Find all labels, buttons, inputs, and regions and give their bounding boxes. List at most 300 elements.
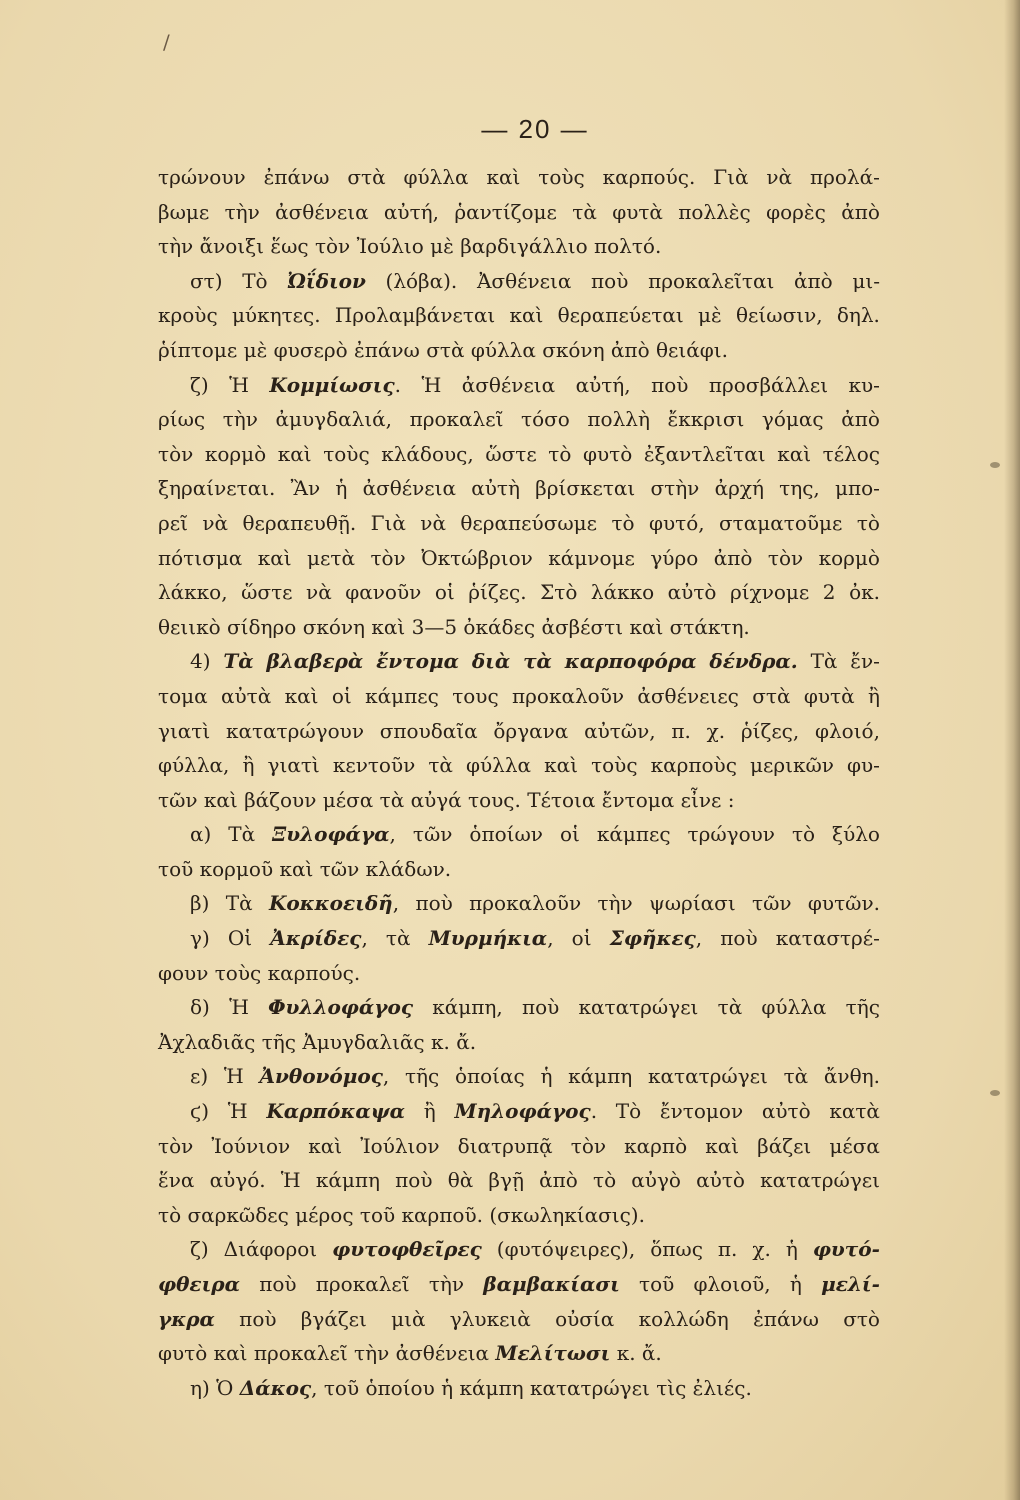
word: τοῦ xyxy=(359,1202,396,1227)
word: τὸν xyxy=(370,545,406,570)
word: οὐσία xyxy=(555,1306,615,1331)
word: φλοιό, xyxy=(814,718,880,743)
text-line xyxy=(158,714,880,749)
word: ἀπὸ xyxy=(841,407,880,432)
word: ἐπάνω xyxy=(263,165,330,189)
word: ῥίζες, xyxy=(740,718,800,743)
word: 4) xyxy=(190,649,211,674)
word: στ) xyxy=(190,268,223,293)
word: αὐτῶν, xyxy=(584,718,656,743)
word: στὰ xyxy=(752,683,791,708)
word: Ἂν xyxy=(290,476,321,501)
word: βαρδιγάλλιο xyxy=(460,234,588,259)
word: καρπούς. xyxy=(602,165,696,189)
word: γύρο xyxy=(650,545,699,570)
word: καρποῦ. xyxy=(401,1202,483,1227)
word: τὰ xyxy=(783,1064,809,1089)
word: λάκκο, xyxy=(158,580,228,605)
word: λάκκο xyxy=(590,580,655,605)
text-line xyxy=(158,1336,880,1371)
text-line xyxy=(158,1267,880,1302)
word: αὐτὸ xyxy=(667,580,717,605)
word: καὶ xyxy=(277,441,312,466)
word: κάμπη xyxy=(568,1064,633,1089)
word: ποὺ xyxy=(591,268,629,293)
word: προκαλεῖ xyxy=(315,1272,410,1296)
word: ὄργανα xyxy=(493,718,569,743)
word: ἀπὸ xyxy=(610,337,650,362)
word: Κοκκοειδῆ, xyxy=(268,891,400,916)
text-line xyxy=(158,679,880,714)
text-line xyxy=(158,1232,880,1267)
word: 2 xyxy=(822,580,836,605)
word: Φυλλοφάγος xyxy=(268,995,414,1020)
word: σκόνη xyxy=(302,614,366,639)
word: ὀκάδες xyxy=(463,614,536,639)
word: καὶ xyxy=(544,753,578,778)
word: Γιὰ xyxy=(713,165,749,189)
word: σίδηρο xyxy=(227,614,297,639)
word: ἄνοιξι xyxy=(199,234,264,259)
word: ζ) xyxy=(190,1237,209,1262)
text-line xyxy=(158,748,880,783)
margin-smudge xyxy=(990,1090,1000,1096)
word: Προλαμβάνεται xyxy=(334,303,496,328)
margin-smudge xyxy=(990,462,1000,468)
word: καὶ xyxy=(629,614,664,639)
word: τους xyxy=(452,683,499,708)
word: ἡ xyxy=(789,1272,802,1296)
word: ἀπὸ xyxy=(713,545,753,570)
word: οἱ xyxy=(571,926,592,951)
word: κατατρώγει xyxy=(648,1064,768,1089)
word: αὐγά xyxy=(410,787,462,812)
word: καὶ xyxy=(203,787,238,812)
word: Ἀμυγδαλιᾶς xyxy=(302,1029,425,1054)
word: προκαλεῖ xyxy=(409,407,504,432)
word: οἱ xyxy=(559,822,580,847)
text-line xyxy=(158,368,880,403)
word: ποὺ xyxy=(415,891,453,916)
word: θὰ xyxy=(447,1168,474,1193)
text-line xyxy=(158,1025,880,1060)
word: μιὰ xyxy=(391,1306,426,1331)
text-line xyxy=(158,1059,880,1094)
word: Τὰ xyxy=(810,649,838,674)
word: τὰ xyxy=(717,995,743,1020)
word: μύκητες. xyxy=(231,303,321,328)
word: ἀσθένεια xyxy=(362,476,457,501)
word: στὰ xyxy=(347,165,386,189)
word: ὁποίων xyxy=(469,822,543,847)
word: κορμὸ xyxy=(204,441,267,466)
word: τὴν xyxy=(222,407,258,432)
word: μέσα xyxy=(829,1133,880,1158)
word: σταματοῦμε xyxy=(719,510,843,535)
word: Τὰ xyxy=(225,891,253,916)
word: (σκωληκίασις). xyxy=(489,1202,645,1227)
word: γόμας xyxy=(761,407,824,432)
word: φυτὰ xyxy=(803,683,855,708)
word: τρώγουν xyxy=(687,822,775,847)
word: ποὺ xyxy=(651,372,689,397)
word: πότισμα xyxy=(158,545,243,570)
word: τὰ xyxy=(385,926,411,951)
word: τὴν xyxy=(428,1272,465,1296)
word: Ἰούλιον xyxy=(360,1133,440,1158)
word: νὰ xyxy=(420,510,446,535)
word: τὸ xyxy=(856,510,880,535)
word: τῆς xyxy=(845,995,880,1020)
word: τὸ xyxy=(791,822,816,847)
word: καρποφόρα xyxy=(564,649,697,674)
word: βρίσκεται xyxy=(535,476,636,501)
word: τῶν xyxy=(319,856,360,881)
word: ἀσβέστι xyxy=(541,614,624,639)
word: (φυτόψειρες), xyxy=(496,1237,636,1262)
word: τὰ xyxy=(572,199,597,224)
word: τὰ xyxy=(523,649,552,674)
word: καρπούς. xyxy=(267,960,361,985)
word: στὸ xyxy=(843,1306,880,1331)
word: κατατρώγει xyxy=(760,1168,880,1193)
word: καὶ xyxy=(705,1133,740,1158)
word: ψωρίασι xyxy=(649,891,736,916)
word: Ἀχλαδιᾶς xyxy=(158,1029,256,1054)
text-line xyxy=(158,1163,880,1198)
word: θειάφι. xyxy=(655,337,728,362)
word: σκόνη xyxy=(542,337,605,362)
word: φλοιοῦ, xyxy=(693,1272,771,1296)
word: ἐπάνω xyxy=(354,337,420,362)
word: Ἡ xyxy=(227,1099,248,1124)
word: πολλὴ xyxy=(587,407,650,432)
word: ρεῖ xyxy=(158,510,188,535)
word: κροὺς xyxy=(158,303,218,328)
word: 3—5 xyxy=(411,614,458,639)
word: μπο- xyxy=(834,476,880,501)
word: Ἰούλιο xyxy=(356,234,424,259)
word: κολλώδη xyxy=(638,1306,729,1331)
word: βγῇ xyxy=(488,1168,524,1193)
word: τὸν xyxy=(314,234,351,259)
text-line xyxy=(158,852,880,887)
word: ἕως xyxy=(270,234,309,259)
word: Τέτοια xyxy=(527,787,596,812)
word: τὴν xyxy=(224,199,260,224)
word: κ. xyxy=(431,1029,450,1054)
word: Καρπόκαψα xyxy=(266,1099,405,1124)
word: φυσερὸ xyxy=(273,337,348,362)
word: ὅπως xyxy=(650,1237,703,1262)
word: τρώνουν xyxy=(158,165,246,189)
word: καὶ xyxy=(371,614,406,639)
word: καὶ xyxy=(308,1133,343,1158)
word: αὐτὸ xyxy=(761,1099,811,1124)
word: τῶν xyxy=(412,822,453,847)
word: αὐτὰ xyxy=(220,683,272,708)
word: καὶ xyxy=(486,165,521,189)
word: Ἀκρίδες, xyxy=(270,926,368,951)
word: σαρκῶδες xyxy=(187,1202,289,1227)
word: κάμπη xyxy=(315,1168,380,1193)
word: καὶ xyxy=(213,1341,248,1366)
word: κλάδων. xyxy=(365,856,452,881)
word: προκαλεῖ xyxy=(253,1341,348,1366)
word: ἢ xyxy=(423,1099,436,1124)
word: διὰ xyxy=(471,649,511,674)
word: προλά- xyxy=(809,165,880,189)
word: τὴν xyxy=(158,234,194,259)
word: τὸ xyxy=(593,1168,617,1193)
word: τῶν xyxy=(158,787,198,812)
word: μέσα xyxy=(322,787,374,812)
word: κεντοῦν xyxy=(332,753,416,778)
word: τὰ xyxy=(379,787,405,812)
text-line xyxy=(158,575,880,610)
text-line xyxy=(158,817,880,852)
word: καὶ xyxy=(509,303,544,328)
word: μελί- xyxy=(821,1272,880,1296)
word: προκαλεῖται xyxy=(648,268,775,293)
word: κλάδους, xyxy=(381,441,474,466)
word: ξύλο xyxy=(832,822,880,847)
word: κατατρώγει xyxy=(578,995,699,1020)
word: τὸν xyxy=(158,1133,194,1158)
word: θείωσιν, xyxy=(736,303,823,328)
word: Ξυλοφάγα, xyxy=(272,822,396,847)
word: αὐγό. xyxy=(209,1168,266,1193)
word: Ὠΐδιον xyxy=(287,268,366,293)
word: μέρος xyxy=(295,1202,354,1227)
word: φυτὸ xyxy=(582,441,633,466)
word: α) xyxy=(190,822,212,847)
text-line xyxy=(158,195,880,230)
word: νὰ xyxy=(766,165,793,189)
word: σπουδαῖα xyxy=(379,718,478,743)
word: προσβάλλει xyxy=(708,372,829,397)
word: καταστρέ- xyxy=(775,926,880,951)
word: τῆς xyxy=(404,1064,440,1089)
word: μι- xyxy=(852,268,880,293)
word: Τὸ xyxy=(242,268,268,293)
word: δένδρα. xyxy=(709,649,798,674)
word: Ὀκτώβριον xyxy=(421,545,533,570)
word: η) xyxy=(190,1375,210,1400)
word: ρίχνομε xyxy=(729,580,810,605)
word: αὐτή, xyxy=(383,199,439,224)
word: Ἡ xyxy=(421,372,442,397)
word: καὶ xyxy=(284,683,319,708)
word: γιατὶ xyxy=(267,753,320,778)
word: κορμοῦ xyxy=(199,856,274,881)
word: τοῦ xyxy=(639,1272,675,1296)
word: γλυκειὰ xyxy=(449,1306,531,1331)
text-line xyxy=(158,541,880,576)
word: Τὰ xyxy=(228,822,256,847)
word: Ἀνθονόμος, xyxy=(259,1064,390,1089)
word: στάκτη. xyxy=(669,614,750,639)
word: βλαβερὰ xyxy=(266,649,364,674)
word: διατρυπᾷ xyxy=(457,1133,553,1158)
word: τοῦ xyxy=(158,856,194,881)
word: μὲ xyxy=(243,337,268,362)
text-line xyxy=(158,921,880,956)
word: δηλ. xyxy=(836,303,880,328)
word: γιατὶ xyxy=(158,718,211,743)
word: ἢ xyxy=(242,753,255,778)
word: κατατρώγει xyxy=(529,1375,650,1400)
word: νὰ xyxy=(202,510,229,535)
word: Μηλοφάγος. xyxy=(454,1099,598,1124)
page-spine-shadow xyxy=(1004,0,1020,1500)
word: ἔκκρισι xyxy=(667,407,745,432)
word: μερικῶν xyxy=(750,753,834,778)
word: κ. xyxy=(616,1341,636,1366)
word: ποὺ xyxy=(259,1272,297,1296)
word: ἀπὸ xyxy=(794,268,833,293)
word: βωμε xyxy=(158,199,210,224)
word: μὲ xyxy=(430,234,454,259)
word: γ) xyxy=(190,926,210,951)
word: προκαλοῦν xyxy=(512,683,625,708)
text-line xyxy=(158,1129,880,1164)
word: ἀμυγδαλιά, xyxy=(275,407,393,432)
word: τὴν xyxy=(354,1341,390,1366)
word: φυτὰ xyxy=(612,199,663,224)
word: Γιὰ xyxy=(370,510,406,535)
word: χ. xyxy=(706,718,726,743)
word: αὐτὴ xyxy=(471,476,520,501)
word: ἀσθένεια xyxy=(275,199,369,224)
word: (λόβα). xyxy=(385,268,458,293)
word: ὥστε xyxy=(485,441,537,466)
word: Δάκος, xyxy=(239,1375,318,1400)
word: π. xyxy=(717,1237,738,1262)
word: Τὰ xyxy=(223,649,254,674)
word: φυτῶν. xyxy=(807,891,880,916)
word: Κομμίωσις. xyxy=(269,372,402,397)
word: οἱ xyxy=(434,580,455,605)
word: καὶ xyxy=(279,856,314,881)
word: μετὰ xyxy=(307,545,355,570)
word: τὴν xyxy=(597,891,633,916)
text-line xyxy=(158,990,880,1025)
word: ὥστε xyxy=(241,580,293,605)
word: ζ) xyxy=(190,372,209,397)
text-line xyxy=(158,644,880,679)
word: ἀρχή xyxy=(714,476,764,501)
word: ἡ xyxy=(335,476,348,501)
word: κορμὸ xyxy=(818,545,880,570)
word: β) xyxy=(190,891,210,916)
word: φανοῦν xyxy=(345,580,422,605)
text-line xyxy=(158,1371,880,1406)
text-line xyxy=(158,1302,880,1337)
word: ποὺ xyxy=(395,1168,433,1193)
word: δ) xyxy=(190,995,210,1020)
word: προκαλοῦν xyxy=(469,891,582,916)
word: ἡ xyxy=(785,1237,798,1262)
word: Ἀσθένεια xyxy=(476,268,572,293)
word: φουν xyxy=(158,960,209,985)
word: αὐτὸ xyxy=(696,1168,745,1193)
word: Ἡ xyxy=(229,995,249,1020)
word: τέλος xyxy=(822,441,880,466)
word: πολτό. xyxy=(593,234,662,259)
word: ρίως xyxy=(158,407,206,432)
word: ἄ. xyxy=(456,1029,477,1054)
word: φυτοφθεῖρες xyxy=(332,1237,482,1262)
word: τὸ xyxy=(611,510,635,535)
word: Ἡ xyxy=(229,372,249,397)
text-line xyxy=(158,610,880,645)
word: ἔν- xyxy=(850,649,880,674)
word: ἀπὸ xyxy=(841,199,880,224)
word: ἡ xyxy=(540,1064,553,1089)
word: κάμπη, xyxy=(432,995,503,1020)
word: στὴν xyxy=(650,476,700,501)
word: ῥαντίζομε xyxy=(454,199,557,224)
word: ε) xyxy=(190,1064,209,1089)
text-line xyxy=(158,956,880,991)
word: Σφῆκες, xyxy=(609,926,703,951)
word: καρποὺς xyxy=(650,753,737,778)
word: αὐγὸ xyxy=(631,1168,681,1193)
word: ἔντομα xyxy=(376,649,459,674)
word: ϛ) xyxy=(190,1099,210,1124)
word: ὁποίου xyxy=(365,1375,435,1400)
corner-mark: / xyxy=(163,30,170,54)
word: Διάφοροι xyxy=(223,1237,318,1262)
word: κάμπη xyxy=(459,1375,524,1400)
word: τῶν xyxy=(752,891,792,916)
word: φυτό, xyxy=(648,510,705,535)
word: Τὸ xyxy=(615,1099,642,1124)
text-line xyxy=(158,402,880,437)
word: κατατρώγουν xyxy=(225,718,364,743)
word: ἄνθη. xyxy=(823,1064,880,1089)
word: ἀπὸ xyxy=(539,1168,578,1193)
word: τὰ xyxy=(428,753,453,778)
word: τοὺς xyxy=(591,753,638,778)
word: τοῦ xyxy=(323,1375,360,1400)
word: τὸν xyxy=(158,441,194,466)
word: βάζει xyxy=(757,1133,812,1158)
word: τὸ xyxy=(548,441,572,466)
word: καὶ xyxy=(257,545,292,570)
word: τῆς xyxy=(261,1029,296,1054)
word: τόσο xyxy=(521,407,570,432)
word: ἔντομα xyxy=(601,787,675,812)
page-number: — 20 — xyxy=(481,114,589,144)
text-line xyxy=(158,160,880,195)
text-line xyxy=(158,506,880,541)
word: κυ- xyxy=(848,372,880,397)
word: ποὺ xyxy=(521,995,560,1020)
word: χ. xyxy=(752,1237,771,1262)
word: θεραπεύεται xyxy=(557,303,684,328)
word: της, xyxy=(779,476,820,501)
word: φυτό- xyxy=(812,1237,880,1262)
word: θεραπεύσωμε xyxy=(460,510,598,535)
word: πολλὲς xyxy=(678,199,751,224)
word: Στὸ xyxy=(540,580,578,605)
word: ἐξαντλεῖται xyxy=(643,441,766,466)
word: οἱ xyxy=(331,683,352,708)
text-line xyxy=(158,1198,880,1233)
word: ῥίπτομε xyxy=(158,337,238,362)
